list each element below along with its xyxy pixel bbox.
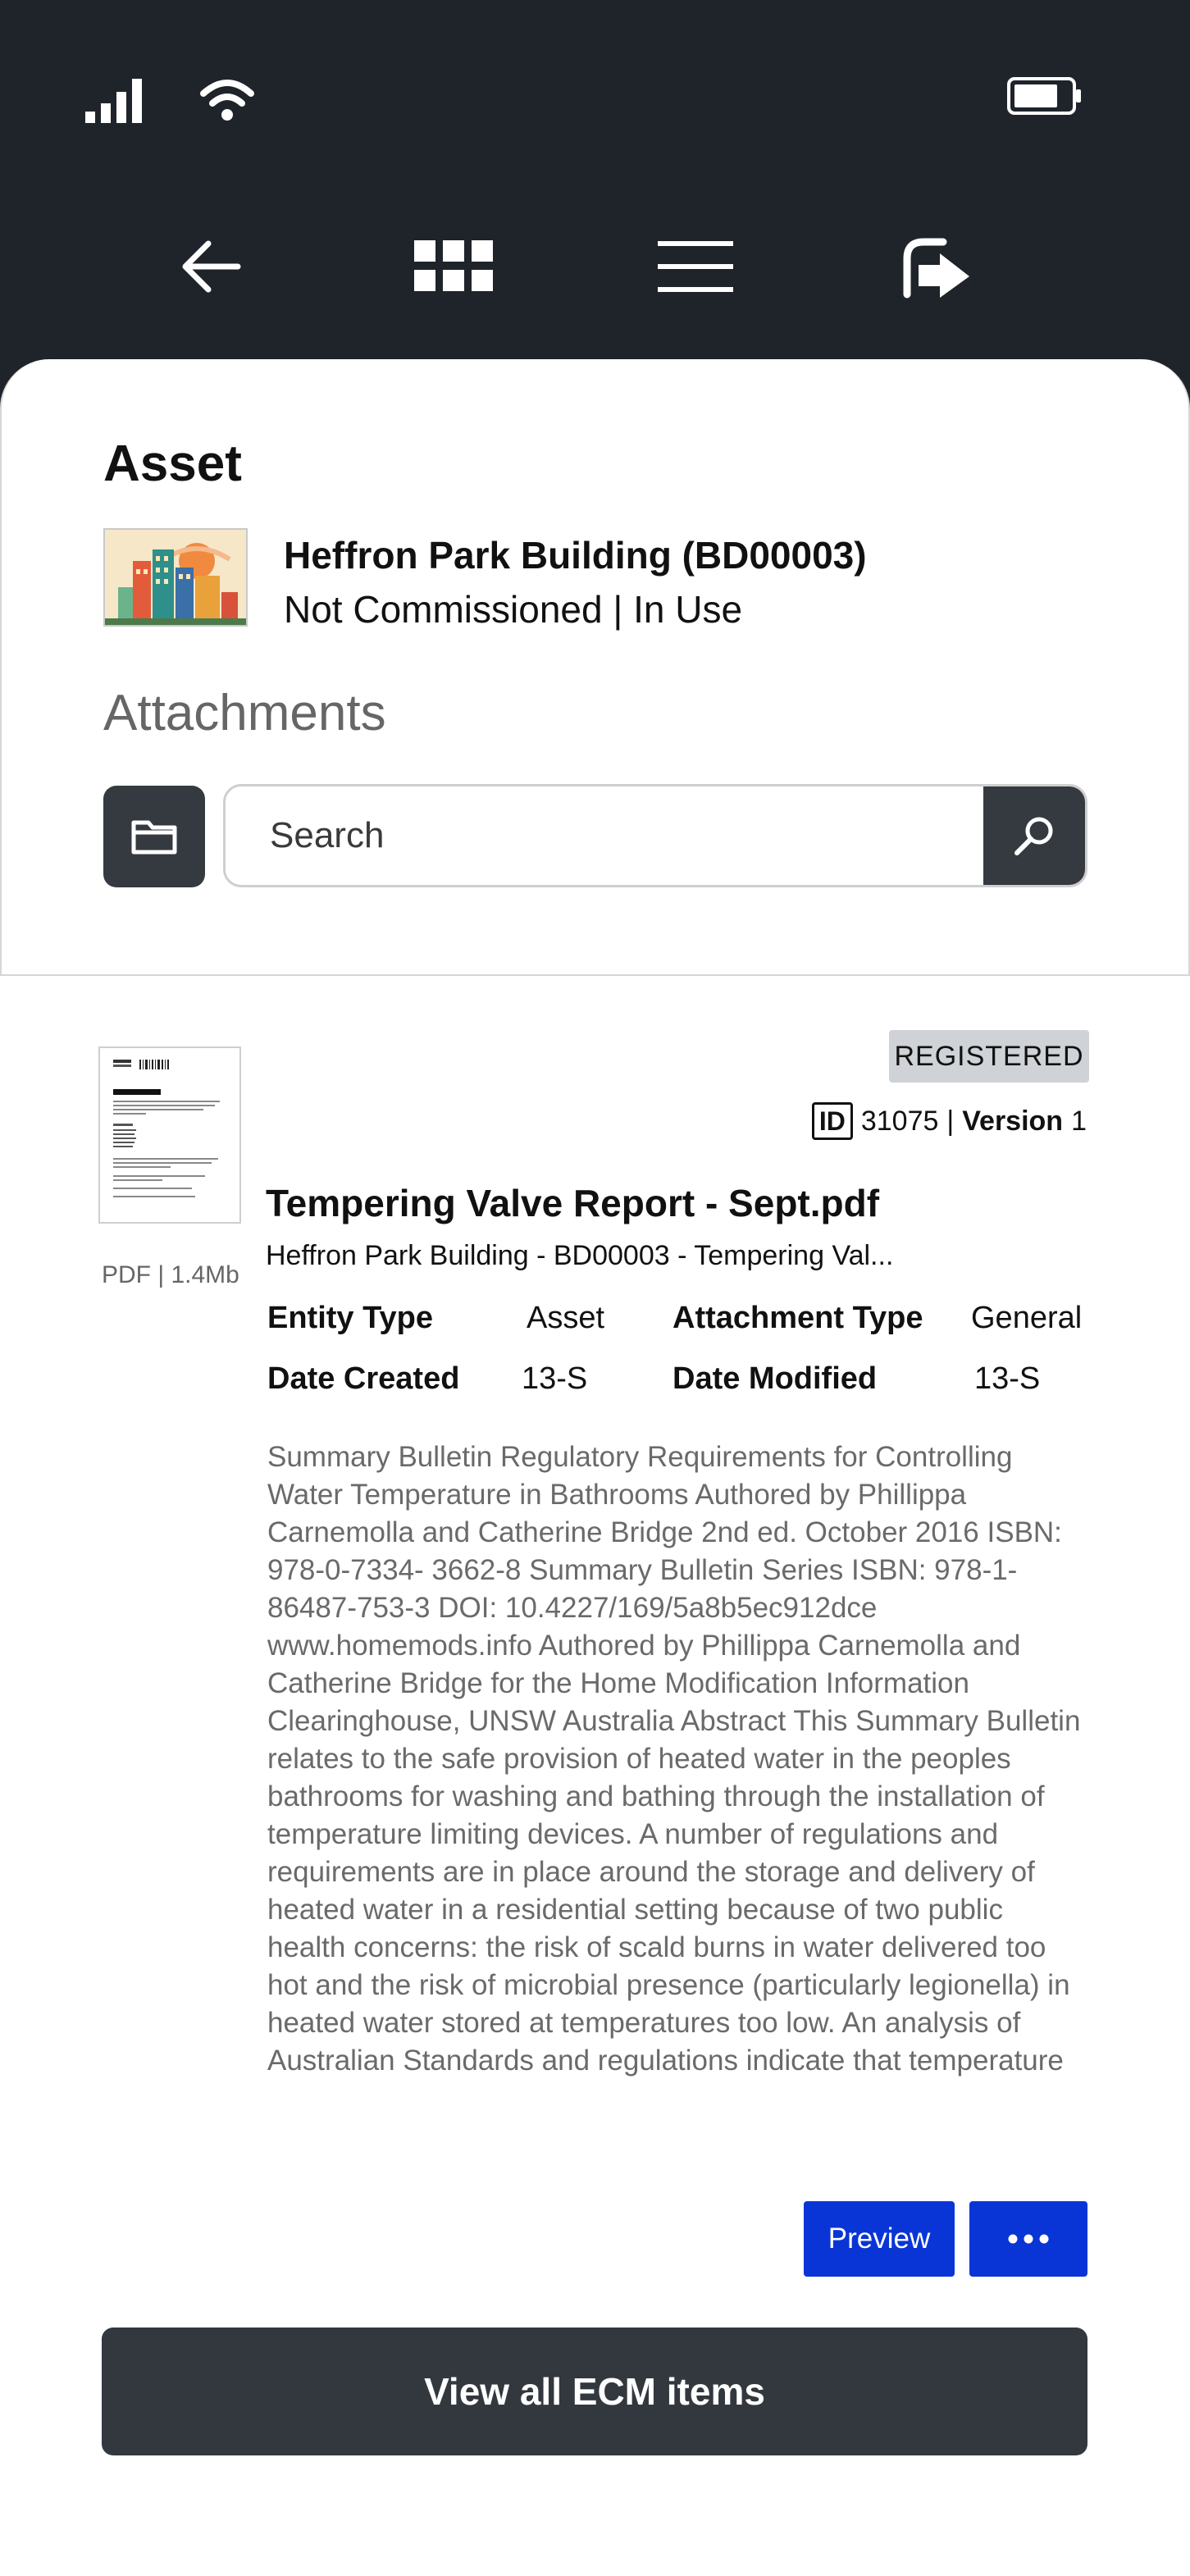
date-modified-label: Date Modified: [673, 1361, 878, 1396]
asset-status: Not Commissioned | In Use: [284, 588, 743, 631]
document-thumbnail[interactable]: [98, 1046, 241, 1224]
asset-card: [0, 359, 1190, 976]
back-button[interactable]: [166, 221, 257, 312]
preview-button[interactable]: Preview: [804, 2201, 955, 2277]
document-subtitle: Heffron Park Building - BD00003 - Tempering Val...: [266, 1240, 894, 1271]
entity-type-value: Asset: [527, 1301, 605, 1335]
attachment-item[interactable]: [0, 976, 1190, 2288]
logout-button[interactable]: [892, 221, 983, 312]
arrow-left-icon: [179, 234, 244, 299]
status-bar: [0, 0, 1190, 197]
id-label: ID: [812, 1102, 853, 1140]
document-title[interactable]: Tempering Valve Report - Sept.pdf: [266, 1182, 880, 1224]
date-modified-value: 13-S: [974, 1361, 1041, 1396]
battery-icon: [1007, 77, 1083, 115]
version-label: Version: [962, 1105, 1064, 1137]
version-value: 1: [1071, 1105, 1087, 1137]
asset-thumbnail: [103, 528, 248, 627]
folder-icon: [130, 818, 178, 855]
apps-button[interactable]: [408, 221, 499, 312]
search-input[interactable]: [226, 786, 983, 885]
document-summary: Summary Bulletin Regulatory Requirements for Controlling Water Temperature in Bathrooms Authored by Phillippa Carnemolla and Catherine Bridge 2nd ed. October 2016 ISBN: 978-0-7334- 3662-8 Summary Bulletin Series ISBN: 978-1- 86487-753-3 DOI: 10.4227/169/5a8b5ec912dce www.homemods.info Authored by Phillippa Carnemolla and Catherine Bridge for the Home Modification Information Clearinghouse, UNSW Australia Abstract This Summary Bulletin relates to the safe provision of heated water in the peoples bathrooms for washing and bathing through the installation of temperature limiting devices. A number of regulations and requirements are in place around the storage and delivery of heated water in a residential setting because of two public health concerns: the risk of scald burns in water delivered too hot and the risk of microbial presence (particularly legionella) in heated water stored at temperatures too low. An analysis of Australian Standards and regulations indicate that temperature: [267, 1441, 1081, 2077]
attachment-type-label: Attachment Type: [673, 1301, 923, 1335]
wifi-icon: [200, 77, 254, 123]
entity-type-label: Entity Type: [267, 1301, 433, 1335]
hamburger-menu-icon: [658, 241, 733, 292]
attachment-type-value: General: [971, 1301, 1083, 1335]
asset-name: Heffron Park Building (BD00003): [284, 534, 867, 577]
status-badge: REGISTERED: [889, 1030, 1089, 1083]
field-row: [266, 1301, 1094, 1361]
cellular-signal-icon: [85, 79, 144, 123]
id-value: 31075: [860, 1105, 939, 1137]
search-icon: [1012, 814, 1056, 858]
logout-icon: [902, 234, 973, 299]
grid-icon: [414, 240, 493, 293]
date-created-label: Date Created: [267, 1361, 460, 1396]
attachments-heading: Attachments: [103, 685, 386, 741]
page-title: Asset: [103, 435, 242, 492]
nav-toolbar: [0, 221, 1190, 312]
date-created-value: 13-S: [522, 1361, 588, 1396]
id-separator: |: [946, 1105, 955, 1137]
file-meta: PDF | 1.4Mb: [102, 1261, 239, 1288]
folder-button[interactable]: [103, 786, 205, 887]
more-options-button[interactable]: [969, 2201, 1087, 2277]
field-row: [266, 1361, 1094, 1422]
ellipsis-icon: [1008, 2234, 1049, 2244]
id-version-line: [812, 1102, 1087, 1140]
search-box: [223, 784, 1087, 887]
menu-button[interactable]: [650, 221, 741, 312]
search-button[interactable]: [983, 786, 1085, 885]
document-fields: [266, 1301, 1094, 1422]
view-all-ecm-button[interactable]: View all ECM items: [102, 2328, 1087, 2455]
app-header: [0, 0, 1190, 410]
